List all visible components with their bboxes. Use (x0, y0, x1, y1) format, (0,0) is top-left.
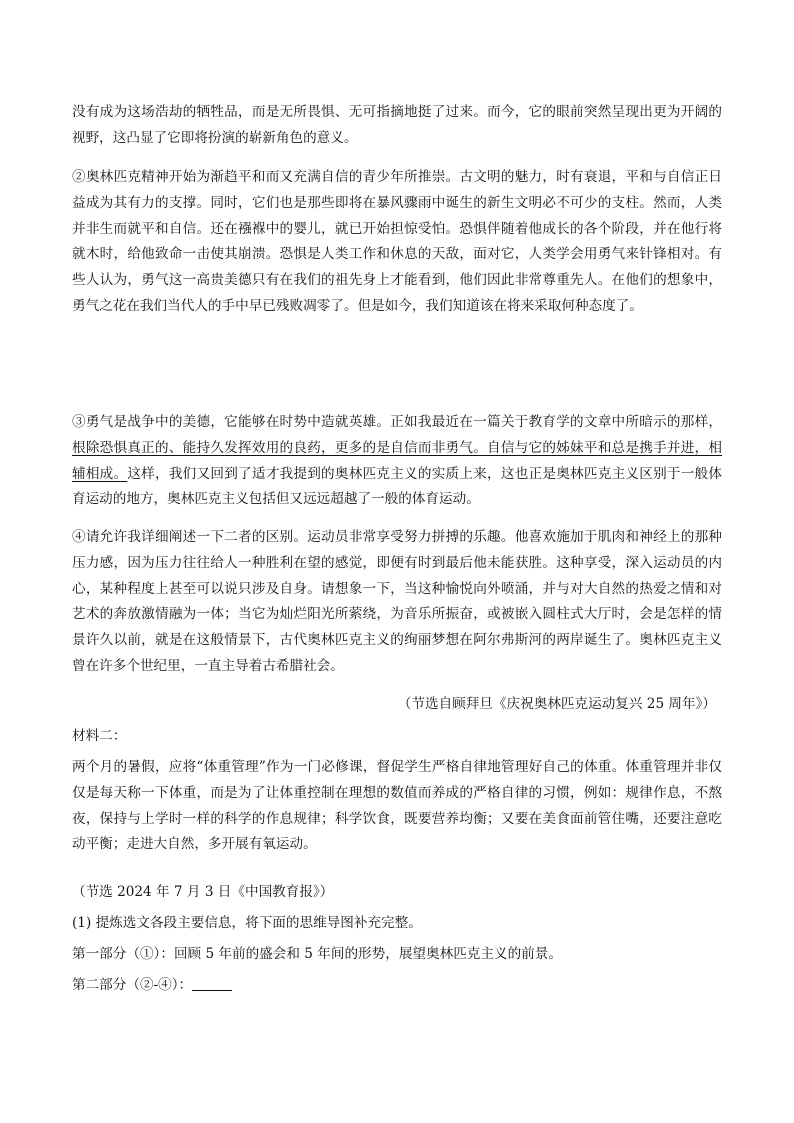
question-1: (1) 提炼选文各段主要信息，将下面的思维导图补充完整。 (72, 915, 422, 931)
mindmap-part-2-label: 第二部分（②-④）： (72, 977, 193, 993)
mindmap-part-1: 第一部分（①）：回顾 5 年前的盛会和 5 年间的形势，展望奥林匹克主义的前景。 (72, 946, 562, 962)
paragraph-3-text-b: 这样，我们又回到了适才我提到的奥林匹克主义的实质上来，这也正是奥林匹克主义区别于一般体育运动的地方，奥林匹克主义包括但又远远超越了一般的体育运动。 (72, 465, 723, 508)
paragraph-1-continued: 没有成为这场浩劫的牺牲品，而是无所畏惧、无可指摘地挺了过来。而今，它的眼前突然呈现出更为开阔的视野，这凸显了它即将扮演的崭新角色的意义。 (72, 104, 722, 146)
source-citation-1: （节选自顾拜旦《庆祝奥林匹克运动复兴 25 周年》） (397, 696, 716, 712)
source-citation-2: （节选 2024 年 7 月 3 日《中国教育报》） (72, 884, 334, 900)
mindmap-part-2 (72, 973, 722, 999)
paragraph-4: ④请允许我详细阐述一下二者的区别。运动员非常享受努力拼搏的乐趣。他喜欢施加于肌肉和神经上的那种压力感，因为压力往往给人一种胜利在望的感觉，即便有时到最后他未能获胜。这种享受，深入运动员的内心，某种程度上甚至可以说只涉及自身。请想象一下，当这种愉悦向外喷涌，并与对大自然的热爱之情和对艺术的奔放激情融为一体；当它为灿烂阳光所萦绕，为音乐所振奋，或被嵌入圆柱式大厅时，会是怎样的情景许久以前，就是在这般情景下，古代奥林匹克主义的绚丽梦想在阿尔弗斯河的两岸诞生了。奥林匹克主义曾在许多个世纪里，一直主导着古希腊社会。 (72, 529, 722, 674)
underlined-sentence: 根除恐惧真正的、能持久发挥效用的良药，更多的是自信而非勇气。自信与它的姊妹平和总是携手并进，相辅相成。 (72, 439, 722, 482)
paragraph-2: ②奥林匹克精神开始为渐趋平和而又充满自信的青少年所推崇。古文明的魅力，时有衰退，平和与自信正日益成为其有力的支撑。同时，它们也是那些即将在暴风骤雨中诞生的新生文明必不可少的支柱。然而，人类并非生而就平和自信。还在襁褓中的婴儿，就已开始担惊受怕。恐惧伴随着他成长的各个阶段，并在他行将就木时，给他致命一击使其崩溃。恐惧是人类工作和休息的天敌，面对它，人类学会用勇气来针锋相对。有些人认为，勇气这一高贵美德只有在我们的祖先身上才能看到，他们因此非常尊重先人。在他们的想象中，勇气之花在我们当代人的手中早已残败凋零了。但是如今，我们知道该在将来采取何种态度了。 (72, 169, 722, 314)
paragraph-3 (72, 410, 722, 513)
material-2-heading: 材料二： (72, 728, 127, 744)
paragraph-3-text-a: ③勇气是战争中的美德，它能够在时势中造就英雄。正如我最近在一篇关于教育学的文章中所暗示的那样， (72, 414, 722, 430)
material-2-body: 两个月的暑假，应将“体重管理”作为一门必修课，督促学生严格自律地管理好自己的体重。体重管理并非仅仅是每天称一下体重，而是为了让体重控制在理想的数值而养成的严格自律的习惯，例如：规律作息，不熬夜，保持与上学时一样的科学的作息规律；科学饮食，既要营养均衡；又要在美食面前管住嘴，还要注意吃动平衡；走进大自然，多开展有氧运动。 (72, 759, 722, 853)
answer-blank[interactable] (192, 976, 232, 991)
